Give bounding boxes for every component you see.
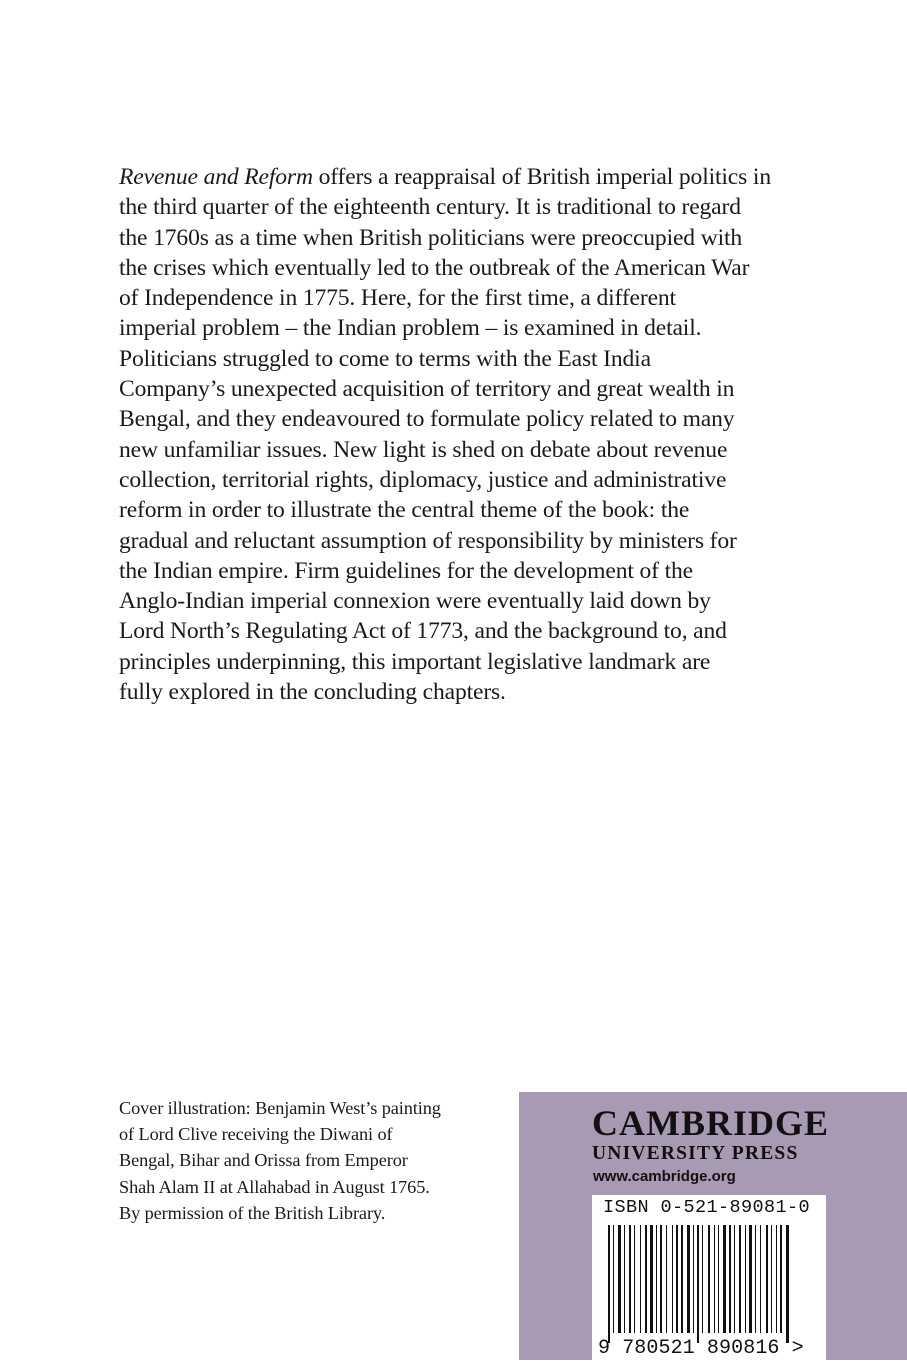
description-line (119, 404, 791, 434)
description-line (119, 344, 791, 374)
barcode-bar (739, 1225, 741, 1333)
description-text: gradual and reluctant assumption of responsibility by ministers for (119, 527, 737, 554)
barcode-bar (771, 1225, 772, 1333)
description-text: the Indian empire. Firm guidelines for the development of the (119, 557, 693, 584)
description-line (119, 283, 791, 313)
description-line (119, 162, 791, 192)
barcode-bar (650, 1225, 653, 1333)
barcode-bar (723, 1225, 726, 1333)
description-text: Company’s unexpected acquisition of territory and great wealth in (119, 376, 735, 403)
description-text: reform in order to illustrate the central theme of the book: the (119, 497, 690, 524)
barcode-bar (608, 1225, 610, 1343)
description-text: Politicians struggled to come to terms with the East India (119, 345, 651, 372)
publisher-url: www.cambridge.org (593, 1168, 736, 1185)
description-line (119, 556, 791, 586)
description-line (119, 586, 791, 616)
description-text: new unfamiliar issues. New light is shed on debate about revenue (119, 436, 728, 463)
description-line (119, 677, 791, 707)
credit-line: of Lord Clive receiving the Diwani of (119, 1124, 393, 1145)
description-line (119, 192, 791, 222)
cover-illustration-credit (119, 1095, 499, 1226)
description-text: the third quarter of the eighteenth century. It is traditional to regard (119, 194, 741, 221)
barcode-bar (776, 1225, 777, 1333)
description-text: principles underpinning, this important legislative landmark are (119, 648, 711, 675)
barcode-bar (687, 1225, 690, 1333)
description-text: offers a reappraisal of British imperial politics in (312, 164, 771, 190)
description-text: fully explored in the concluding chapters. (119, 679, 506, 706)
barcode-bar (734, 1225, 735, 1333)
barcode-bar (656, 1225, 657, 1333)
description-line (119, 647, 791, 677)
description-line (119, 435, 791, 465)
ean-digits: 9 780521 890816 > (598, 1337, 804, 1360)
publisher-panel (519, 1092, 907, 1360)
description-line (119, 374, 791, 404)
barcode-bar (729, 1225, 731, 1333)
description-text: Anglo-Indian imperial connexion were eventually laid down by (119, 588, 711, 615)
credit-line: By permission of the British Library. (119, 1202, 386, 1223)
barcode-bar (624, 1225, 625, 1333)
barcode-bar (613, 1225, 614, 1333)
barcode-bar (786, 1225, 789, 1343)
description-line (119, 313, 791, 343)
barcode-block (592, 1195, 826, 1362)
barcode-bar (714, 1225, 715, 1333)
barcode-bar (718, 1225, 719, 1333)
description-text: Lord North’s Regulating Act of 1773, and the background to, and (119, 618, 727, 645)
description-text: the crises which eventually led to the outbreak of the American War (119, 254, 750, 281)
description-line (119, 223, 791, 253)
barcode-bar (681, 1225, 683, 1333)
description-text: Bengal, and they endeavoured to formulate policy related to many (119, 406, 735, 433)
description-text: the 1760s as a time when British politicians were preoccupied with (119, 224, 743, 251)
book-title-italic: Revenue and Reform (119, 164, 313, 190)
barcode-bar (640, 1225, 641, 1333)
description-line (119, 465, 791, 495)
barcode-bar (749, 1225, 752, 1333)
barcode-bar (629, 1225, 631, 1333)
credit-line: Cover illustration: Benjamin West’s painting (119, 1098, 441, 1118)
credit-line: Bengal, Bihar and Orissa from Emperor (119, 1150, 408, 1171)
publisher-name: CAMBRIDGE (592, 1103, 830, 1143)
barcode-bar (672, 1225, 673, 1333)
description-line (119, 253, 791, 283)
barcode-bar (645, 1225, 647, 1333)
description-line (119, 495, 791, 525)
barcode-bar (708, 1225, 710, 1333)
barcode-bar (780, 1225, 782, 1333)
barcode-bar (745, 1225, 746, 1333)
barcode-bar (676, 1225, 678, 1333)
description-text: imperial problem – the Indian problem – is examined in detail. (119, 315, 702, 342)
barcode-bar (666, 1225, 667, 1333)
barcode-bar (755, 1225, 756, 1333)
publisher-subtitle: UNIVERSITY PRESS (592, 1143, 799, 1164)
description-text: collection, territorial rights, diplomacy, justice and administrative (119, 466, 727, 493)
isbn-label: ISBN 0-521-89081-0 (603, 1197, 811, 1218)
barcode-bar (702, 1225, 703, 1333)
description-line (119, 616, 791, 646)
description-line (119, 526, 791, 556)
barcode-bar (660, 1225, 662, 1333)
description-text: of Independence in 1775. Here, for the first time, a different (119, 285, 676, 312)
barcode-bar (760, 1225, 761, 1333)
barcode-bar (634, 1225, 635, 1333)
barcode-bar (618, 1225, 621, 1333)
barcode-bar (693, 1225, 694, 1333)
barcode-bar (697, 1225, 699, 1343)
book-description (119, 162, 791, 707)
credit-line: Shah Alam II at Allahabad in August 1765. (119, 1176, 430, 1197)
barcode-bar (766, 1225, 768, 1333)
